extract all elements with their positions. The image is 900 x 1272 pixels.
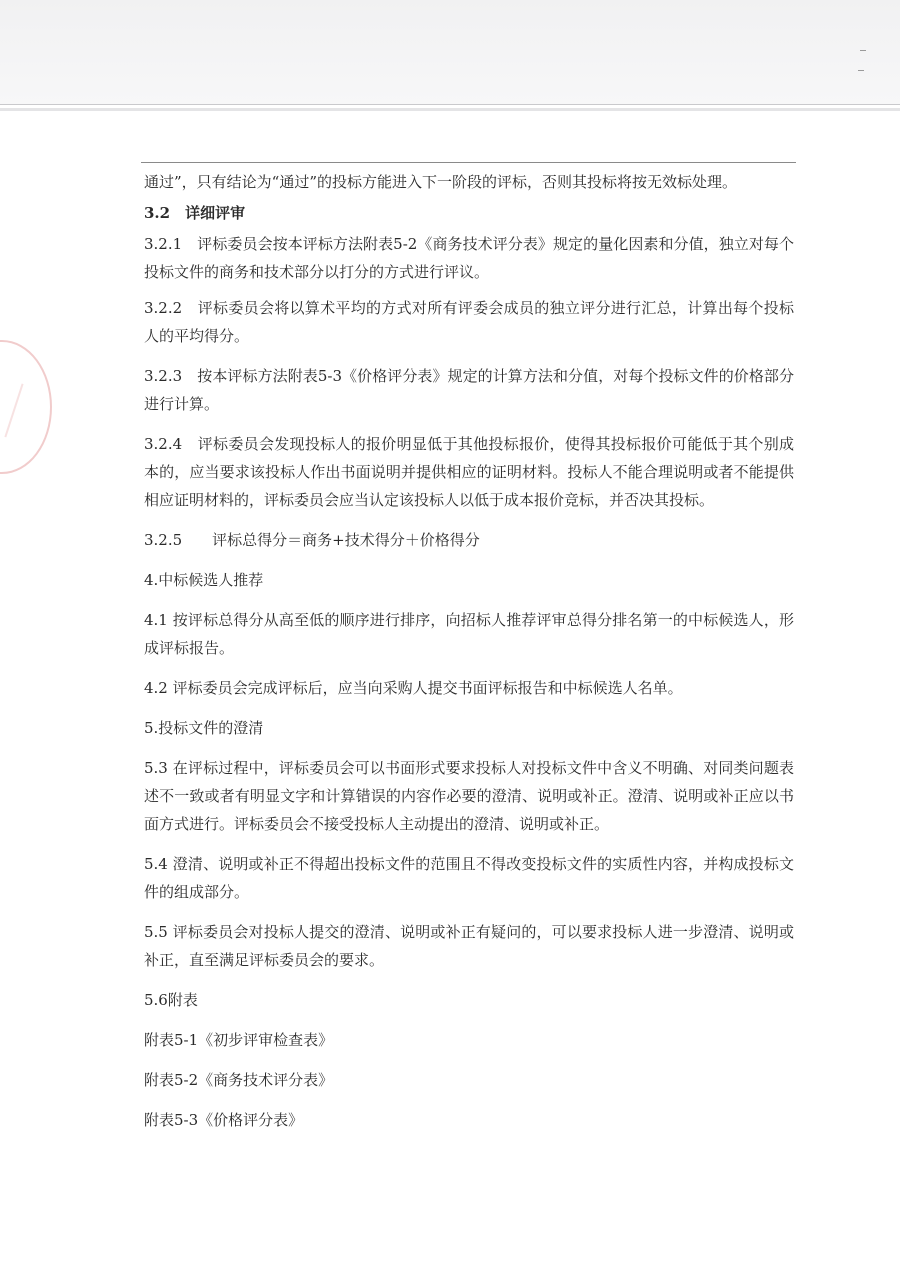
red-seal-fragment <box>0 340 52 474</box>
clause-3-2-4: 3.2.4 评标委员会发现投标人的报价明显低于其他投标报价，使得其投标报价可能低于其个别成本的，应当要求该投标人作出书面说明并提供相应的证明材料。投标人不能合理说明或者不能提供相应证明材料的，评标委员会应当认定该投标人以低于成本报价竞标，并否决其投标。 <box>144 435 794 509</box>
section-heading-3-2: 3.2 详细评审 <box>144 204 246 222</box>
paragraph-pass-rule: 通过”，只有结论为“通过”的投标方能进入下一阶段的评标，否则其投标将按无效标处理。 <box>144 173 738 191</box>
appendix-5-3: 附表5-3《价格评分表》 <box>144 1111 304 1129</box>
clause-3-2-2: 3.2.2 评标委员会将以算术平均的方式对所有评委会成员的独立评分进行汇总，计算出每个投标人的平均得分。 <box>144 299 794 345</box>
appendix-5-1: 附表5-1《初步评审检查表》 <box>144 1031 334 1049</box>
clause-4-2: 4.2 评标委员会完成评标后，应当向采购人提交书面评标报告和中标候选人名单。 <box>144 679 683 697</box>
clause-4-1: 4.1 按评标总得分从高至低的顺序进行排序，向招标人推荐评审总得分排名第一的中标候选人，形成评标报告。 <box>144 611 794 657</box>
clause-5-5: 5.5 评标委员会对投标人提交的澄清、说明或补正有疑问的，可以要求投标人进一步澄清、说明或补正，直至满足评标委员会的要求。 <box>144 923 794 969</box>
scan-corner-mark <box>860 50 866 51</box>
clause-5-6: 5.6附表 <box>144 991 198 1009</box>
clause-5-3: 5.3 在评标过程中，评标委员会可以书面形式要求投标人对投标文件中含义不明确、对同类问题表述不一致或者有明显文字和计算错误的内容作必要的澄清、说明或补正。澄清、说明或补正应以书面方式进行。评标委员会不接受投标人主动提出的澄清、说明或补正。 <box>144 759 794 833</box>
header-rule <box>141 162 796 163</box>
scan-top-band <box>0 0 900 105</box>
clause-3-2-1: 3.2.1 评标委员会按本评标方法附表5-2《商务技术评分表》规定的量化因素和分值，独立对每个投标文件的商务和技术部分以打分的方式进行评议。 <box>144 235 794 281</box>
section-heading-5: 5.投标文件的澄清 <box>144 719 264 737</box>
clause-3-2-3: 3.2.3 按本评标方法附表5-3《价格评分表》规定的计算方法和分值，对每个投标文件的价格部分进行计算。 <box>144 367 794 413</box>
scan-edge-shadow <box>0 108 900 111</box>
scan-corner-mark <box>858 70 864 71</box>
section-heading-4: 4.中标候选人推荐 <box>144 571 264 589</box>
document-body <box>144 168 794 1146</box>
clause-5-4: 5.4 澄清、说明或补正不得超出投标文件的范围且不得改变投标文件的实质性内容，并构成投标文件的组成部分。 <box>144 855 794 901</box>
appendix-5-2: 附表5-2《商务技术评分表》 <box>144 1071 334 1089</box>
clause-3-2-5: 3.2.5 评标总得分＝商务+技术得分＋价格得分 <box>144 531 480 549</box>
